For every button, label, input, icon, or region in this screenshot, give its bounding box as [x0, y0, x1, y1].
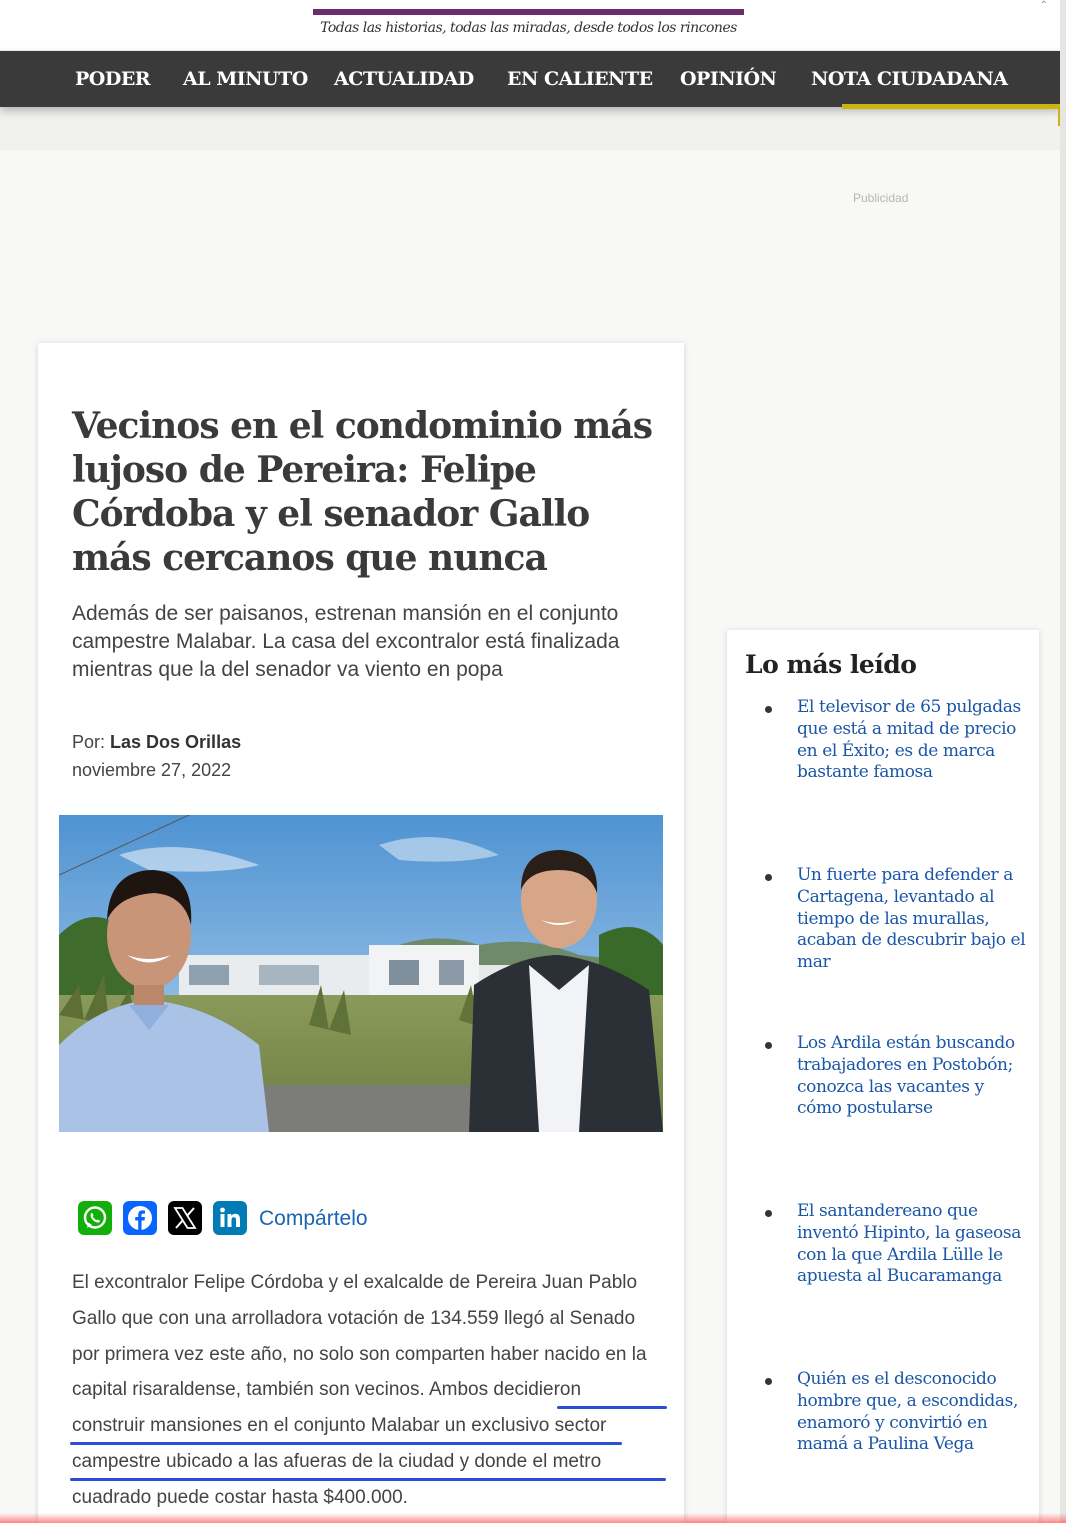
ad-label: Publicidad	[853, 191, 909, 205]
most-read-link[interactable]: Un fuerte para defender a Cartagena, levantado al tiempo de las murallas, acaban de descubrir bajo el mar	[797, 865, 1026, 973]
screen-edge-glow	[0, 1513, 1066, 1523]
share-label[interactable]: Compártelo	[259, 1207, 368, 1230]
nav-item-actualidad[interactable]: ACTUALIDAD	[334, 68, 474, 90]
most-read-link[interactable]: El televisor de 65 pulgadas que está a mitad de precio en el Éxito; es de marca bastante famosa	[797, 697, 1021, 783]
article-subtitle: Además de ser paisanos, estrenan mansión en el conjunto campestre Malabar. La casa del excontralor está finalizada mientras que la del senador va viento en popa	[72, 602, 620, 681]
nav-item-al-minuto[interactable]: AL MINUTO	[183, 68, 308, 90]
most-read-sidebar	[727, 630, 1039, 1523]
x-icon[interactable]	[168, 1201, 202, 1235]
most-read-link[interactable]: El santandereano que inventó Hipinto, la gaseosa con la que Ardila Lülle le apuesta al Bucaramanga	[797, 1201, 1021, 1287]
nav-item-opinion[interactable]: OPINIÓN	[680, 68, 777, 90]
publish-date: noviembre 27, 2022	[72, 760, 232, 780]
nav-item-poder[interactable]: PODER	[75, 68, 151, 90]
most-read-link[interactable]: Quién es el desconocido hombre que, a escondidas, enamoró y convirtió en mamá a Paulina Vega	[797, 1369, 1018, 1455]
highlight-underline	[70, 1442, 622, 1445]
article-card	[38, 343, 684, 1523]
article-byline	[72, 732, 241, 753]
sidebar-title: Lo más leído	[745, 650, 917, 679]
main-navigation	[0, 51, 1060, 107]
nav-item-en-caliente[interactable]: EN CALIENTE	[507, 68, 653, 90]
site-tagline: Todas las historias, todas las miradas, desde todos los rincones	[320, 20, 737, 36]
brand-bar	[313, 9, 744, 15]
author-link[interactable]: Las Dos Orillas	[110, 732, 242, 752]
share-bar	[78, 1201, 478, 1235]
most-read-link[interactable]: Los Ardila están buscando trabajadores en Postobón; conozca las vacantes y cómo postularse	[797, 1033, 1015, 1119]
site-header	[0, 0, 1060, 50]
nav-accent-bar	[842, 104, 1066, 109]
article-headline: Vecinos en el condominio más lujoso de Pereira: Felipe Córdoba y el senador Gallo más cercanos que nunca	[72, 405, 652, 579]
highlight-underline	[557, 1406, 667, 1409]
highlight-underline	[70, 1478, 666, 1481]
bullet-icon	[765, 706, 772, 713]
bullet-icon	[765, 1378, 772, 1385]
bullet-icon	[765, 874, 772, 881]
linkedin-icon[interactable]	[213, 1201, 247, 1235]
whatsapp-icon[interactable]	[78, 1201, 112, 1235]
bullet-icon	[765, 1042, 772, 1049]
chevron-up-icon[interactable]: ⌃	[1039, 0, 1048, 11]
article-body: El excontralor Felipe Córdoba y el exalcalde de Pereira Juan Pablo Gallo que con una arrolladora votación de 134.559 llegó al Senado por primera vez este año, no solo son comparten haber nacido en la capital risaraldense, también son vecinos. Ambos decidieron construir mansiones en el conjunto Malabar un exclusivo sector campestre ubicado a las afueras de la ciudad y donde el metro cuadrado puede costar hasta $400.000.	[72, 1272, 647, 1508]
nav-item-nota-ciudadana[interactable]: NOTA CIUDADANA	[811, 68, 1008, 90]
scroll-edge	[1060, 0, 1066, 1523]
byline-prefix: Por:	[72, 732, 106, 752]
article-photo	[59, 815, 663, 1132]
bullet-icon	[765, 1210, 772, 1217]
facebook-icon[interactable]	[123, 1201, 157, 1235]
